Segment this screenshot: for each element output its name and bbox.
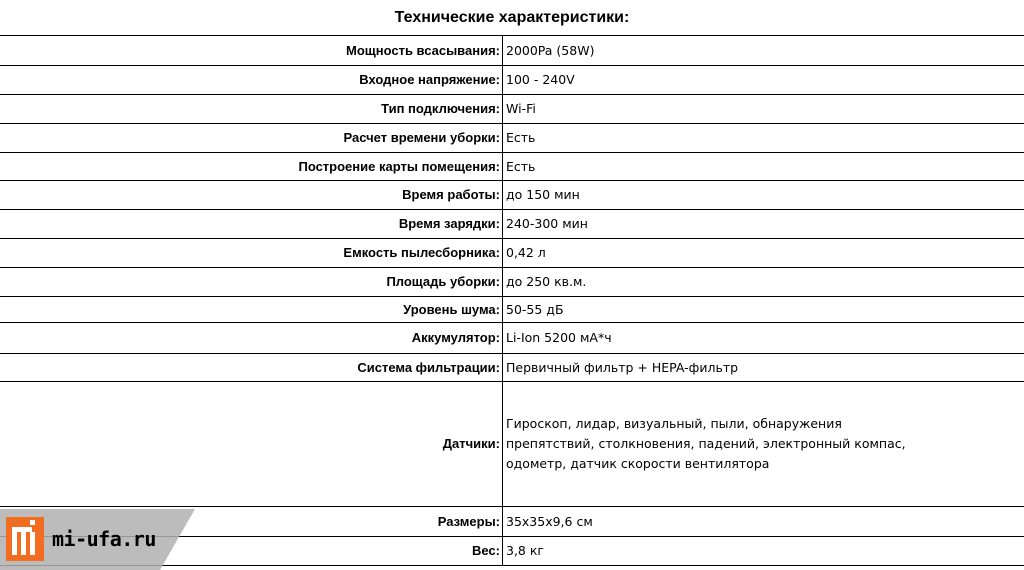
spec-label: Датчики: bbox=[0, 381, 503, 506]
spec-label: Площадь уборки: bbox=[0, 267, 503, 296]
watermark-text: mi-ufa.ru bbox=[52, 527, 156, 551]
spec-value: Есть bbox=[503, 123, 1024, 152]
spec-label: Система фильтрации: bbox=[0, 353, 503, 381]
spec-value: 2000Pa (58W) bbox=[503, 36, 1024, 65]
spec-value: Есть bbox=[503, 152, 1024, 180]
table-row bbox=[0, 353, 1024, 381]
table-row bbox=[0, 152, 1024, 180]
mi-logo-icon bbox=[6, 517, 44, 561]
page-title: Технические характеристики: bbox=[0, 0, 1024, 36]
table-row bbox=[0, 36, 1024, 65]
table-row bbox=[0, 180, 1024, 209]
spec-label: Построение карты помещения: bbox=[0, 152, 503, 180]
table-row bbox=[0, 381, 1024, 506]
sensor-line: Гироскоп, лидар, визуальный, пыли, обнаружения bbox=[506, 415, 842, 431]
spec-table bbox=[0, 36, 1024, 566]
spec-value: до 150 мин bbox=[503, 180, 1024, 209]
spec-value: Li-Ion 5200 мА*ч bbox=[503, 322, 1024, 353]
watermark bbox=[0, 509, 195, 570]
spec-value: 100 - 240V bbox=[503, 65, 1024, 94]
table-row bbox=[0, 65, 1024, 94]
spec-value: 0,42 л bbox=[503, 238, 1024, 267]
spec-label: Размеры: bbox=[0, 506, 503, 536]
spec-label: Время зарядки: bbox=[0, 209, 503, 238]
spec-value bbox=[503, 381, 1024, 506]
spec-label: Тип подключения: bbox=[0, 94, 503, 123]
spec-label: Входное напряжение: bbox=[0, 65, 503, 94]
spec-label: Уровень шума: bbox=[0, 296, 503, 322]
spec-value: 35x35x9,6 см bbox=[503, 506, 1024, 536]
spec-label: Время работы: bbox=[0, 180, 503, 209]
spec-value: до 250 кв.м. bbox=[503, 267, 1024, 296]
table-row bbox=[0, 94, 1024, 123]
spec-label: Вес: bbox=[0, 536, 503, 565]
spec-value: 3,8 кг bbox=[503, 536, 1024, 565]
sensor-line: одометр, датчик скорости вентилятора bbox=[506, 455, 770, 471]
table-row bbox=[0, 296, 1024, 322]
sensor-line: препятствий, столкновения, падений, электронный компас, bbox=[506, 435, 906, 451]
table-row bbox=[0, 267, 1024, 296]
spec-value: 50-55 дБ bbox=[503, 296, 1024, 322]
table-row bbox=[0, 238, 1024, 267]
spec-label: Емкость пылесборника: bbox=[0, 238, 503, 267]
spec-label: Аккумулятор: bbox=[0, 322, 503, 353]
spec-value: Первичный фильтр + HEPA-фильтр bbox=[503, 353, 1024, 381]
table-row bbox=[0, 123, 1024, 152]
spec-label: Расчет времени уборки: bbox=[0, 123, 503, 152]
spec-value: Wi-Fi bbox=[503, 94, 1024, 123]
spec-label: Мощность всасывания: bbox=[0, 36, 503, 65]
table-row bbox=[0, 322, 1024, 353]
table-row bbox=[0, 209, 1024, 238]
spec-value: 240-300 мин bbox=[503, 209, 1024, 238]
